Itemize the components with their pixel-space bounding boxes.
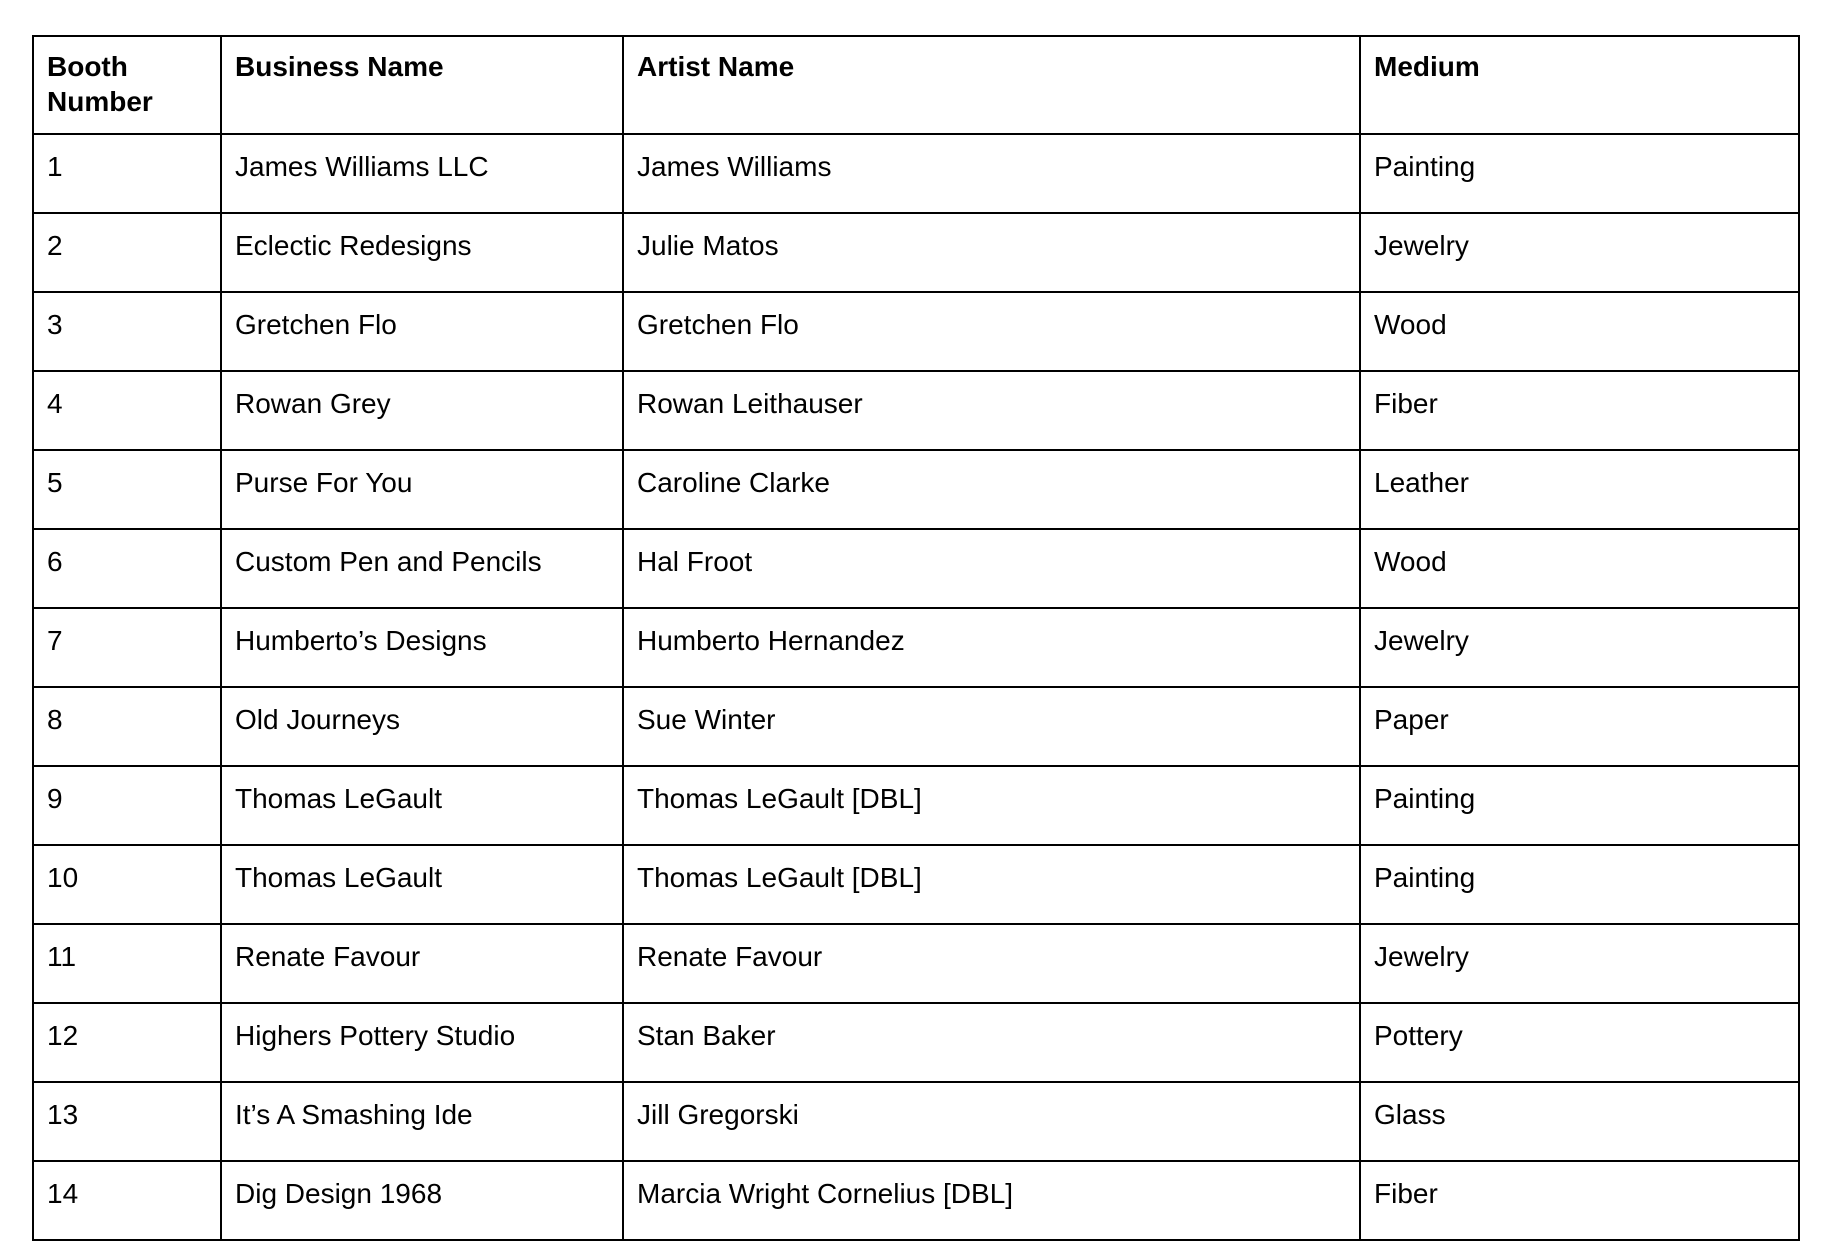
cell-business-name: Dig Design 1968 xyxy=(221,1161,623,1240)
cell-medium: Painting xyxy=(1360,134,1799,213)
table-row xyxy=(33,1003,1799,1082)
cell-medium: Pottery xyxy=(1360,1003,1799,1082)
table-row xyxy=(33,766,1799,845)
cell-business-name: Renate Favour xyxy=(221,924,623,1003)
cell-business-name: Eclectic Redesigns xyxy=(221,213,623,292)
cell-booth-number: 10 xyxy=(33,845,221,924)
table-header xyxy=(33,36,1799,134)
table-row xyxy=(33,608,1799,687)
cell-business-name: Thomas LeGault xyxy=(221,766,623,845)
table-row xyxy=(33,924,1799,1003)
cell-booth-number: 1 xyxy=(33,134,221,213)
cell-artist-name: James Williams xyxy=(623,134,1360,213)
cell-medium: Jewelry xyxy=(1360,213,1799,292)
table-body xyxy=(33,134,1799,1240)
header-medium: Medium xyxy=(1360,36,1799,134)
booth-table xyxy=(32,35,1800,1241)
cell-artist-name: Hal Froot xyxy=(623,529,1360,608)
cell-artist-name: Caroline Clarke xyxy=(623,450,1360,529)
cell-artist-name: Rowan Leithauser xyxy=(623,371,1360,450)
cell-business-name: It’s A Smashing Ide xyxy=(221,1082,623,1161)
table-row xyxy=(33,292,1799,371)
header-booth-number: Booth Number xyxy=(33,36,221,134)
cell-booth-number: 7 xyxy=(33,608,221,687)
table-row xyxy=(33,450,1799,529)
table-row xyxy=(33,134,1799,213)
cell-business-name: Gretchen Flo xyxy=(221,292,623,371)
cell-booth-number: 2 xyxy=(33,213,221,292)
cell-business-name: Rowan Grey xyxy=(221,371,623,450)
cell-medium: Jewelry xyxy=(1360,608,1799,687)
cell-booth-number: 5 xyxy=(33,450,221,529)
cell-booth-number: 6 xyxy=(33,529,221,608)
cell-artist-name: Sue Winter xyxy=(623,687,1360,766)
cell-medium: Painting xyxy=(1360,845,1799,924)
cell-booth-number: 3 xyxy=(33,292,221,371)
table-row xyxy=(33,1082,1799,1161)
cell-business-name: James Williams LLC xyxy=(221,134,623,213)
cell-booth-number: 12 xyxy=(33,1003,221,1082)
table-row xyxy=(33,1161,1799,1240)
table-row xyxy=(33,845,1799,924)
cell-business-name: Old Journeys xyxy=(221,687,623,766)
header-artist-name: Artist Name xyxy=(623,36,1360,134)
cell-artist-name: Jill Gregorski xyxy=(623,1082,1360,1161)
cell-business-name: Thomas LeGault xyxy=(221,845,623,924)
cell-business-name: Purse For You xyxy=(221,450,623,529)
cell-booth-number: 11 xyxy=(33,924,221,1003)
cell-artist-name: Thomas LeGault [DBL] xyxy=(623,845,1360,924)
table-row xyxy=(33,687,1799,766)
table-row xyxy=(33,529,1799,608)
cell-booth-number: 8 xyxy=(33,687,221,766)
cell-booth-number: 4 xyxy=(33,371,221,450)
cell-booth-number: 13 xyxy=(33,1082,221,1161)
cell-artist-name: Thomas LeGault [DBL] xyxy=(623,766,1360,845)
cell-medium: Jewelry xyxy=(1360,924,1799,1003)
cell-business-name: Custom Pen and Pencils xyxy=(221,529,623,608)
cell-medium: Leather xyxy=(1360,450,1799,529)
cell-booth-number: 9 xyxy=(33,766,221,845)
cell-booth-number: 14 xyxy=(33,1161,221,1240)
cell-artist-name: Gretchen Flo xyxy=(623,292,1360,371)
cell-artist-name: Marcia Wright Cornelius [DBL] xyxy=(623,1161,1360,1240)
cell-medium: Glass xyxy=(1360,1082,1799,1161)
cell-medium: Painting xyxy=(1360,766,1799,845)
cell-medium: Wood xyxy=(1360,529,1799,608)
header-row xyxy=(33,36,1799,134)
cell-medium: Paper xyxy=(1360,687,1799,766)
cell-artist-name: Renate Favour xyxy=(623,924,1360,1003)
cell-medium: Fiber xyxy=(1360,371,1799,450)
cell-artist-name: Stan Baker xyxy=(623,1003,1360,1082)
cell-business-name: Highers Pottery Studio xyxy=(221,1003,623,1082)
cell-artist-name: Humberto Hernandez xyxy=(623,608,1360,687)
header-business-name: Business Name xyxy=(221,36,623,134)
cell-medium: Wood xyxy=(1360,292,1799,371)
cell-artist-name: Julie Matos xyxy=(623,213,1360,292)
table-row xyxy=(33,213,1799,292)
table-row xyxy=(33,371,1799,450)
cell-business-name: Humberto’s Designs xyxy=(221,608,623,687)
cell-medium: Fiber xyxy=(1360,1161,1799,1240)
